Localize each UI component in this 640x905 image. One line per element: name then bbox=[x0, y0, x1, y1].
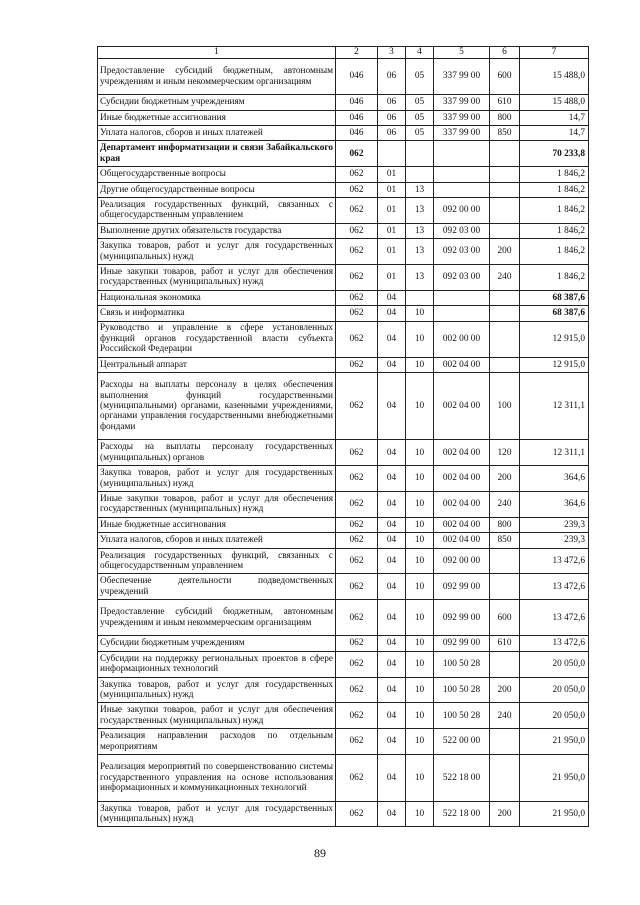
cell-pr: 13 bbox=[406, 182, 434, 197]
table-row bbox=[98, 755, 589, 802]
table-row bbox=[98, 95, 589, 110]
table-row bbox=[98, 703, 589, 729]
cell-grbs: 062 bbox=[336, 729, 378, 755]
cell-rz: 06 bbox=[378, 95, 406, 110]
cell-grbs: 062 bbox=[336, 223, 378, 238]
cell-rz: 04 bbox=[378, 440, 406, 466]
cell-csr: 522 18 00 bbox=[434, 755, 490, 802]
cell-grbs: 062 bbox=[336, 264, 378, 290]
cell-pr: 13 bbox=[406, 239, 434, 265]
cell-pr: 05 bbox=[406, 125, 434, 140]
cell-csr: 092 99 00 bbox=[434, 636, 490, 651]
budget-table bbox=[97, 46, 589, 827]
cell-name: Закупка товаров, работ и услуг для государственных (муниципальных) нужд bbox=[98, 801, 336, 827]
cell-csr: 092 99 00 bbox=[434, 600, 490, 636]
table-row bbox=[98, 59, 589, 95]
cell-name: Расходы на выплаты персоналу государственных (муниципальных) органов bbox=[98, 440, 336, 466]
cell-rz: 04 bbox=[378, 548, 406, 574]
cell-rz: 04 bbox=[378, 290, 406, 305]
cell-rz bbox=[378, 141, 406, 167]
cell-csr: 337 99 00 bbox=[434, 125, 490, 140]
cell-grbs: 062 bbox=[336, 167, 378, 182]
cell-rz: 06 bbox=[378, 59, 406, 95]
cell-sum: 1 846,2 bbox=[520, 182, 589, 197]
cell-name: Реализация мероприятий по совершенствованию системы государственного управления на основе использования информационных и коммуникационных технологий bbox=[98, 755, 336, 802]
cell-csr bbox=[434, 290, 490, 305]
cell-pr: 13 bbox=[406, 197, 434, 223]
cell-rz: 04 bbox=[378, 600, 406, 636]
cell-sum: 13 472,6 bbox=[520, 574, 589, 600]
header-cell-name: 1 bbox=[98, 47, 336, 59]
cell-rz: 04 bbox=[378, 533, 406, 548]
cell-name: Предоставление субсидий бюджетным, автономным учреждениям и иным некоммерческим организациям bbox=[98, 600, 336, 636]
header-cell-sum: 7 bbox=[520, 47, 589, 59]
cell-csr: 100 50 28 bbox=[434, 651, 490, 677]
table-row bbox=[98, 492, 589, 518]
cell-name: Иные закупки товаров, работ и услуг для обеспечения государственных (муниципальных) нужд bbox=[98, 492, 336, 518]
cell-grbs: 062 bbox=[336, 636, 378, 651]
cell-csr: 100 50 28 bbox=[434, 703, 490, 729]
cell-csr: 092 03 00 bbox=[434, 223, 490, 238]
table-row bbox=[98, 141, 589, 167]
table-row bbox=[98, 574, 589, 600]
cell-csr: 002 00 00 bbox=[434, 321, 490, 357]
table-row bbox=[98, 466, 589, 492]
table-row bbox=[98, 110, 589, 125]
cell-grbs: 046 bbox=[336, 59, 378, 95]
table-row bbox=[98, 548, 589, 574]
cell-vr: 600 bbox=[490, 59, 520, 95]
cell-sum: 14,7 bbox=[520, 125, 589, 140]
cell-sum: 12 915,0 bbox=[520, 321, 589, 357]
cell-pr: 10 bbox=[406, 373, 434, 440]
cell-pr: 05 bbox=[406, 59, 434, 95]
table-row bbox=[98, 239, 589, 265]
cell-vr bbox=[490, 651, 520, 677]
table-body bbox=[98, 59, 589, 827]
cell-pr: 10 bbox=[406, 548, 434, 574]
cell-vr: 200 bbox=[490, 239, 520, 265]
cell-name: Иные закупки товаров, работ и услуг для обеспечения государственных (муниципальных) нужд bbox=[98, 703, 336, 729]
table-row bbox=[98, 517, 589, 532]
cell-vr: 610 bbox=[490, 636, 520, 651]
cell-grbs: 062 bbox=[336, 306, 378, 321]
cell-vr bbox=[490, 290, 520, 305]
cell-vr: 200 bbox=[490, 677, 520, 703]
cell-pr: 10 bbox=[406, 466, 434, 492]
table-row bbox=[98, 264, 589, 290]
cell-name: Закупка товаров, работ и услуг для государственных (муниципальных) нужд bbox=[98, 677, 336, 703]
cell-grbs: 062 bbox=[336, 373, 378, 440]
cell-pr bbox=[406, 290, 434, 305]
cell-vr: 120 bbox=[490, 440, 520, 466]
cell-name: Выполнение других обязательств государства bbox=[98, 223, 336, 238]
cell-sum: 12 311,1 bbox=[520, 440, 589, 466]
cell-name: Расходы на выплаты персоналу в целях обеспечения выполнения функций государственными (муниципальными) органами, казенными учреждениями, органами управления государственными внебюджетными фондами bbox=[98, 373, 336, 440]
cell-sum: 1 846,2 bbox=[520, 167, 589, 182]
table-row bbox=[98, 533, 589, 548]
cell-sum: 70 233,8 bbox=[520, 141, 589, 167]
cell-grbs: 062 bbox=[336, 321, 378, 357]
cell-grbs: 062 bbox=[336, 533, 378, 548]
cell-sum: 1 846,2 bbox=[520, 197, 589, 223]
cell-vr: 850 bbox=[490, 125, 520, 140]
cell-pr: 10 bbox=[406, 729, 434, 755]
cell-csr: 522 00 00 bbox=[434, 729, 490, 755]
header-cell-vr: 6 bbox=[490, 47, 520, 59]
cell-vr bbox=[490, 306, 520, 321]
cell-vr bbox=[490, 357, 520, 372]
cell-rz: 04 bbox=[378, 306, 406, 321]
cell-vr: 240 bbox=[490, 703, 520, 729]
cell-name: Предоставление субсидий бюджетным, автономным учреждениям и иным некоммерческим организациям bbox=[98, 59, 336, 95]
cell-sum: 239,3 bbox=[520, 517, 589, 532]
cell-vr bbox=[490, 167, 520, 182]
cell-csr: 002 04 00 bbox=[434, 357, 490, 372]
cell-name: Центральный аппарат bbox=[98, 357, 336, 372]
cell-name: Субсидии бюджетным учреждениям bbox=[98, 636, 336, 651]
cell-grbs: 062 bbox=[336, 141, 378, 167]
cell-grbs: 062 bbox=[336, 651, 378, 677]
cell-sum: 239,3 bbox=[520, 533, 589, 548]
cell-name: Субсидии бюджетным учреждениям bbox=[98, 95, 336, 110]
cell-grbs: 062 bbox=[336, 600, 378, 636]
table-row bbox=[98, 125, 589, 140]
cell-sum: 14,7 bbox=[520, 110, 589, 125]
cell-name: Другие общегосударственные вопросы bbox=[98, 182, 336, 197]
cell-rz: 04 bbox=[378, 677, 406, 703]
cell-pr: 10 bbox=[406, 677, 434, 703]
cell-pr: 10 bbox=[406, 574, 434, 600]
cell-vr bbox=[490, 755, 520, 802]
cell-grbs: 062 bbox=[336, 517, 378, 532]
cell-sum: 21 950,0 bbox=[520, 755, 589, 802]
cell-rz: 06 bbox=[378, 125, 406, 140]
cell-grbs: 062 bbox=[336, 677, 378, 703]
cell-sum: 21 950,0 bbox=[520, 729, 589, 755]
cell-csr: 002 04 00 bbox=[434, 533, 490, 548]
cell-pr: 05 bbox=[406, 95, 434, 110]
cell-rz: 01 bbox=[378, 239, 406, 265]
cell-rz: 04 bbox=[378, 466, 406, 492]
cell-vr: 850 bbox=[490, 533, 520, 548]
cell-rz: 06 bbox=[378, 110, 406, 125]
cell-csr: 337 99 00 bbox=[434, 95, 490, 110]
cell-name: Закупка товаров, работ и услуг для государственных (муниципальных) нужд bbox=[98, 239, 336, 265]
cell-name: Иные закупки товаров, работ и услуг для обеспечения государственных (муниципальных) нужд bbox=[98, 264, 336, 290]
cell-csr: 100 50 28 bbox=[434, 677, 490, 703]
cell-vr: 200 bbox=[490, 466, 520, 492]
cell-sum: 1 846,2 bbox=[520, 264, 589, 290]
cell-pr: 10 bbox=[406, 703, 434, 729]
header-cell-csr: 5 bbox=[434, 47, 490, 59]
cell-csr: 002 04 00 bbox=[434, 440, 490, 466]
cell-vr: 610 bbox=[490, 95, 520, 110]
cell-pr: 13 bbox=[406, 223, 434, 238]
cell-name: Обеспечение деятельности подведомственных учреждений bbox=[98, 574, 336, 600]
table-row bbox=[98, 801, 589, 827]
cell-name: Реализация направления расходов по отдельным мероприятиям bbox=[98, 729, 336, 755]
cell-pr bbox=[406, 141, 434, 167]
cell-vr bbox=[490, 574, 520, 600]
cell-grbs: 062 bbox=[336, 574, 378, 600]
cell-vr bbox=[490, 548, 520, 574]
header-cell-rz: 3 bbox=[378, 47, 406, 59]
cell-csr bbox=[434, 141, 490, 167]
cell-pr: 10 bbox=[406, 517, 434, 532]
table-row bbox=[98, 729, 589, 755]
table-row bbox=[98, 197, 589, 223]
cell-name: Уплата налогов, сборов и иных платежей bbox=[98, 533, 336, 548]
cell-csr: 522 18 00 bbox=[434, 801, 490, 827]
cell-grbs: 062 bbox=[336, 290, 378, 305]
cell-sum: 20 050,0 bbox=[520, 703, 589, 729]
cell-sum: 13 472,6 bbox=[520, 636, 589, 651]
cell-csr: 092 00 00 bbox=[434, 548, 490, 574]
table-row bbox=[98, 290, 589, 305]
cell-vr bbox=[490, 197, 520, 223]
cell-csr bbox=[434, 167, 490, 182]
cell-rz: 04 bbox=[378, 729, 406, 755]
cell-rz: 04 bbox=[378, 636, 406, 651]
cell-name: Департамент информатизации и связи Забайкальского края bbox=[98, 141, 336, 167]
cell-name: Руководство и управление в сфере установленных функций органов государственной власти субъекта Российской Федерации bbox=[98, 321, 336, 357]
cell-sum: 13 472,6 bbox=[520, 600, 589, 636]
cell-rz: 04 bbox=[378, 703, 406, 729]
cell-sum: 13 472,6 bbox=[520, 548, 589, 574]
cell-pr bbox=[406, 167, 434, 182]
cell-grbs: 062 bbox=[336, 801, 378, 827]
cell-pr: 10 bbox=[406, 801, 434, 827]
cell-grbs: 046 bbox=[336, 125, 378, 140]
cell-pr: 10 bbox=[406, 321, 434, 357]
cell-vr: 200 bbox=[490, 801, 520, 827]
cell-vr: 800 bbox=[490, 517, 520, 532]
cell-csr: 092 99 00 bbox=[434, 574, 490, 600]
cell-rz: 01 bbox=[378, 223, 406, 238]
cell-pr: 10 bbox=[406, 755, 434, 802]
cell-grbs: 062 bbox=[336, 197, 378, 223]
cell-csr: 002 04 00 bbox=[434, 517, 490, 532]
cell-csr bbox=[434, 306, 490, 321]
cell-csr: 337 99 00 bbox=[434, 59, 490, 95]
cell-grbs: 062 bbox=[336, 440, 378, 466]
cell-rz: 01 bbox=[378, 197, 406, 223]
cell-pr: 13 bbox=[406, 264, 434, 290]
cell-sum: 68 387,6 bbox=[520, 306, 589, 321]
cell-rz: 04 bbox=[378, 801, 406, 827]
cell-vr bbox=[490, 321, 520, 357]
cell-sum: 1 846,2 bbox=[520, 239, 589, 265]
cell-rz: 04 bbox=[378, 651, 406, 677]
table-row bbox=[98, 306, 589, 321]
cell-rz: 01 bbox=[378, 264, 406, 290]
cell-pr: 10 bbox=[406, 636, 434, 651]
cell-pr: 10 bbox=[406, 440, 434, 466]
header-cell-grbs: 2 bbox=[336, 47, 378, 59]
cell-vr: 240 bbox=[490, 264, 520, 290]
cell-name: Уплата налогов, сборов и иных платежей bbox=[98, 125, 336, 140]
table-row bbox=[98, 223, 589, 238]
cell-rz: 01 bbox=[378, 182, 406, 197]
cell-vr bbox=[490, 182, 520, 197]
cell-vr bbox=[490, 141, 520, 167]
cell-sum: 12 311,1 bbox=[520, 373, 589, 440]
cell-rz: 04 bbox=[378, 517, 406, 532]
cell-name: Закупка товаров, работ и услуг для государственных (муниципальных) нужд bbox=[98, 466, 336, 492]
cell-sum: 364,6 bbox=[520, 466, 589, 492]
table-row bbox=[98, 321, 589, 357]
cell-sum: 1 846,2 bbox=[520, 223, 589, 238]
cell-rz: 04 bbox=[378, 373, 406, 440]
cell-rz: 01 bbox=[378, 167, 406, 182]
cell-name: Связь и информатика bbox=[98, 306, 336, 321]
cell-grbs: 062 bbox=[336, 548, 378, 574]
cell-sum: 15 488,0 bbox=[520, 95, 589, 110]
table-row bbox=[98, 600, 589, 636]
cell-vr: 240 bbox=[490, 492, 520, 518]
cell-sum: 21 950,0 bbox=[520, 801, 589, 827]
cell-grbs: 046 bbox=[336, 110, 378, 125]
cell-rz: 04 bbox=[378, 321, 406, 357]
cell-pr: 10 bbox=[406, 651, 434, 677]
table-row bbox=[98, 440, 589, 466]
cell-pr: 10 bbox=[406, 492, 434, 518]
table-row bbox=[98, 373, 589, 440]
table-row bbox=[98, 182, 589, 197]
cell-sum: 20 050,0 bbox=[520, 677, 589, 703]
cell-csr bbox=[434, 182, 490, 197]
cell-sum: 20 050,0 bbox=[520, 651, 589, 677]
cell-name: Субсидии на поддержку региональных проектов в сфере информационных технологий bbox=[98, 651, 336, 677]
cell-rz: 04 bbox=[378, 492, 406, 518]
cell-grbs: 062 bbox=[336, 466, 378, 492]
cell-grbs: 062 bbox=[336, 492, 378, 518]
cell-grbs: 062 bbox=[336, 182, 378, 197]
table-row bbox=[98, 636, 589, 651]
cell-grbs: 062 bbox=[336, 755, 378, 802]
cell-name: Иные бюджетные ассигнования bbox=[98, 517, 336, 532]
cell-vr bbox=[490, 729, 520, 755]
cell-pr: 10 bbox=[406, 533, 434, 548]
cell-grbs: 046 bbox=[336, 95, 378, 110]
cell-pr: 10 bbox=[406, 306, 434, 321]
cell-csr: 002 04 00 bbox=[434, 466, 490, 492]
cell-grbs: 062 bbox=[336, 239, 378, 265]
page-number: 89 bbox=[314, 846, 326, 860]
cell-sum: 364,6 bbox=[520, 492, 589, 518]
cell-csr: 092 03 00 bbox=[434, 239, 490, 265]
table-row bbox=[98, 167, 589, 182]
cell-name: Реализация государственных функций, связанных с общегосударственным управлением bbox=[98, 548, 336, 574]
header-cell-pr: 4 bbox=[406, 47, 434, 59]
cell-csr: 002 04 00 bbox=[434, 492, 490, 518]
cell-vr: 600 bbox=[490, 600, 520, 636]
cell-rz: 04 bbox=[378, 574, 406, 600]
cell-vr bbox=[490, 223, 520, 238]
cell-sum: 15 488,0 bbox=[520, 59, 589, 95]
cell-csr: 002 04 00 bbox=[434, 373, 490, 440]
cell-rz: 04 bbox=[378, 755, 406, 802]
cell-rz: 04 bbox=[378, 357, 406, 372]
cell-name: Иные бюджетные ассигнования bbox=[98, 110, 336, 125]
cell-name: Общегосударственные вопросы bbox=[98, 167, 336, 182]
cell-pr: 10 bbox=[406, 600, 434, 636]
cell-csr: 337 99 00 bbox=[434, 110, 490, 125]
cell-pr: 10 bbox=[406, 357, 434, 372]
cell-csr: 092 00 00 bbox=[434, 197, 490, 223]
cell-sum: 12 915,0 bbox=[520, 357, 589, 372]
cell-grbs: 062 bbox=[336, 357, 378, 372]
table-row bbox=[98, 651, 589, 677]
cell-csr: 092 03 00 bbox=[434, 264, 490, 290]
cell-pr: 05 bbox=[406, 110, 434, 125]
cell-name: Национальная экономика bbox=[98, 290, 336, 305]
cell-name: Реализация государственных функций, связанных с общегосударственным управлением bbox=[98, 197, 336, 223]
table-row bbox=[98, 677, 589, 703]
cell-grbs: 062 bbox=[336, 703, 378, 729]
table-row bbox=[98, 357, 589, 372]
cell-sum: 68 387,6 bbox=[520, 290, 589, 305]
cell-vr: 800 bbox=[490, 110, 520, 125]
header-row bbox=[98, 47, 589, 59]
cell-vr: 100 bbox=[490, 373, 520, 440]
